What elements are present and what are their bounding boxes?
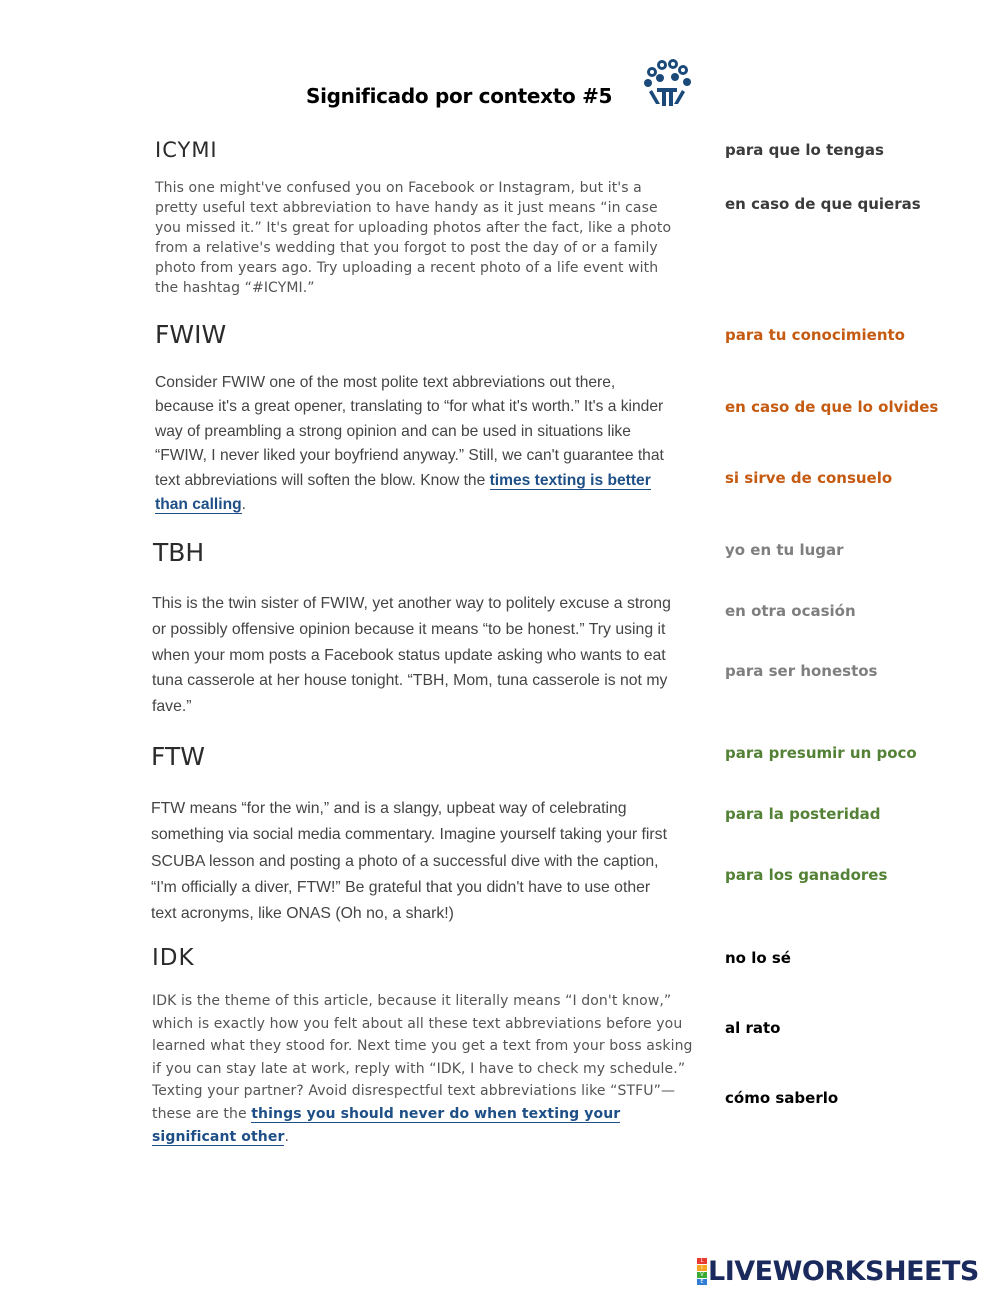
liveworksheets-logo: [697, 1256, 979, 1286]
option-3[interactable]: para tu conocimiento: [725, 326, 905, 344]
option-14[interactable]: cómo saberlo: [725, 1089, 839, 1107]
brand-block-v: V: [697, 1272, 707, 1278]
paragraph-icymi: This one might've confused you on Facebook or Instagram, but it's a pretty useful text abbreviation to have handy as it just means “in case you missed it.” It's great for uploading photos after the fact, like a photo from a relative's wedding that you forgot to post the day of or a family photo from years ago. Try uploading a recent photo of a life event with the hashtag “#ICYMI.”: [155, 180, 672, 296]
brand-blocks: [697, 1258, 705, 1285]
link-times-texting[interactable]: times texting is better than calling: [155, 471, 651, 514]
option-9[interactable]: para presumir un poco: [725, 744, 917, 762]
heading-fwiw: FWIW: [155, 320, 227, 349]
paragraph-ftw: FTW means “for the win,” and is a slangy, upbeat way of celebrating something via social media commentary. Imagine yourself taking your first SCUBA lesson and posting a photo of a successful dive with the caption, “I'm officially a diver, FTW!” Be grateful that you didn't have to use other text acronyms, like ONAS (Oh no, a shark!): [151, 800, 667, 923]
option-8[interactable]: para ser honestos: [725, 662, 878, 680]
option-12[interactable]: no lo sé: [725, 949, 791, 967]
option-10[interactable]: para la posteridad: [725, 805, 881, 823]
option-2[interactable]: en caso de que quieras: [725, 195, 921, 213]
heading-ftw: FTW: [151, 742, 205, 771]
heading-icymi: ICYMI: [155, 138, 218, 162]
paragraph-idk-text: IDK is the theme of this article, because it literally means “I don't know,” which is exactly how you felt about all these text abbreviations before you learned what they stood for. Next time you get a text from your boss asking if you can stay late at work, reply with “IDK, I have to check my schedule.” Texting your partner? Avoid disrespectful text abbreviations like “STFU”—these are the: [152, 993, 693, 1122]
brand-name: LIVEWORKSHEETS: [708, 1255, 979, 1287]
option-4[interactable]: en caso de que lo olvides: [725, 398, 939, 416]
paragraph-fwiw-end: .: [241, 496, 246, 514]
option-13[interactable]: al rato: [725, 1019, 781, 1037]
brand-block-i: I: [697, 1265, 707, 1271]
paragraph-fwiw-text: Consider FWIW one of the most polite text abbreviations out there, because it's a great opener, translating to “for what it's worth.” It's a kinder way of preambling a strong opinion and can be used in situations like “FWIW, I never liked your boyfriend anyway.” Still, we can't guarantee that text abbreviations will soften the blow. Know the: [155, 374, 664, 489]
link-things-never-do[interactable]: things you should never do when texting your significant other: [152, 1105, 621, 1145]
option-5[interactable]: si sirve de consuelo: [725, 469, 893, 487]
option-6[interactable]: yo en tu lugar: [725, 541, 844, 559]
option-11[interactable]: para los ganadores: [725, 866, 888, 884]
brand-block-l: L: [697, 1258, 707, 1264]
option-7[interactable]: en otra ocasión: [725, 602, 856, 620]
heading-tbh: TBH: [153, 538, 205, 567]
school-logo-icon: [640, 58, 694, 110]
worksheet-title: Significado por contexto #5: [306, 84, 613, 108]
option-1[interactable]: para que lo tengas: [725, 141, 884, 159]
brand-block-e: E: [697, 1279, 707, 1285]
paragraph-idk-end: .: [284, 1128, 290, 1145]
heading-idk: IDK: [152, 945, 195, 971]
paragraph-idk: [152, 990, 697, 1148]
paragraph-tbh: This is the twin sister of FWIW, yet another way to politely excuse a strong or possibly offensive opinion because it means “to be honest.” Try using it when your mom posts a Facebook status update asking who wants to eat tuna casserole at her house tonight. “TBH, Mom, tuna casserole is not my fave.”: [152, 595, 671, 716]
paragraph-fwiw: [155, 371, 670, 517]
